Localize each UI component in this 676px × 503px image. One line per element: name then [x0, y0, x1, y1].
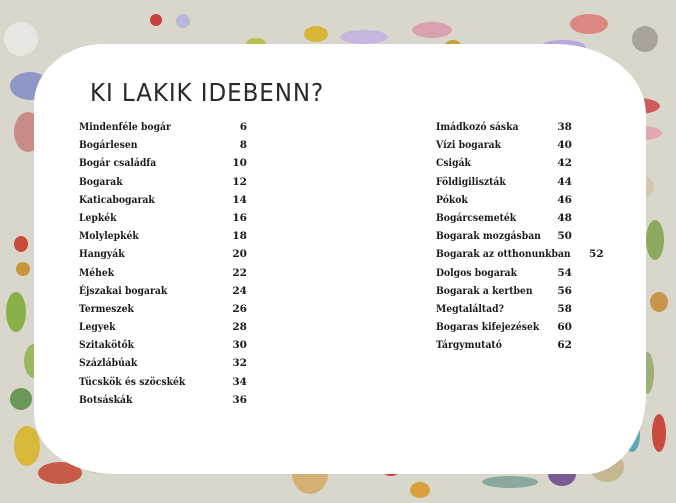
- toc-entry-page-number: 14: [232, 193, 247, 206]
- toc-entry-title: Szitakötők: [79, 339, 135, 352]
- toc-entry-title: Bogárcsemeték: [436, 211, 517, 224]
- toc-entry: [436, 173, 572, 191]
- worm-illustration: [482, 476, 538, 488]
- toc-entry-page-number: 8: [239, 139, 247, 152]
- bee-illustration: [16, 262, 30, 276]
- toc-entry: [79, 154, 247, 172]
- toc-entry-page-number: 6: [239, 121, 247, 133]
- toc-entry: [436, 136, 572, 154]
- toc-entry-title: Bogarak a kertben: [436, 284, 533, 297]
- toc-entry-page-number: 62: [557, 339, 572, 352]
- toc-entry-page-number: 48: [557, 211, 572, 224]
- toc-entry: [436, 282, 572, 300]
- toc-entry: [79, 300, 247, 318]
- toc-entry: [79, 336, 247, 354]
- toc-entry-title: Éjszakai bogarak: [79, 284, 168, 297]
- toc-entry-page-number: 30: [232, 339, 247, 352]
- toc-entry-title: Megtaláltad?: [436, 302, 504, 315]
- toc-entry: [79, 227, 247, 245]
- bee-illustration: [304, 26, 328, 42]
- toc-entry-title: Lepkék: [79, 211, 117, 224]
- toc-entry-page-number: 12: [232, 175, 247, 188]
- toc-entry-page-number: 32: [232, 357, 247, 370]
- ladybird-illustration: [652, 414, 666, 452]
- toc-column-left: [79, 118, 247, 409]
- toc-entry-title: Dolgos bogarak: [436, 266, 518, 279]
- page-title: KI LAKIK IDEBENN?: [90, 78, 325, 107]
- toc-entry-title: Imádkozó sáska: [436, 121, 519, 133]
- beetle-illustration: [650, 292, 668, 312]
- toc-entry-page-number: 52: [589, 248, 604, 261]
- toc-entry: [436, 209, 572, 227]
- toc-entry: [79, 373, 247, 391]
- toc-entry: [436, 300, 572, 318]
- toc-entry-title: Legyek: [79, 321, 116, 334]
- toc-entry: [436, 264, 572, 282]
- toc-entry: [436, 336, 572, 354]
- toc-entry: [79, 173, 247, 191]
- toc-entry-page-number: 58: [557, 302, 572, 315]
- toc-entry: [79, 282, 247, 300]
- toc-entry: [436, 191, 572, 209]
- caterpillar-illustration: [14, 426, 40, 466]
- toc-entry: [436, 227, 572, 245]
- toc-entry-page-number: 42: [557, 157, 572, 170]
- toc-entry-title: Bogaras kifejezések: [436, 321, 540, 334]
- toc-entry: [79, 136, 247, 154]
- toc-entry: [79, 318, 247, 336]
- toc-entry-title: Pókok: [436, 193, 468, 206]
- toc-entry-page-number: 28: [232, 321, 247, 334]
- toc-entry-page-number: 44: [557, 175, 572, 188]
- toc-entry-title: Százlábúak: [79, 357, 138, 370]
- butterfly-illustration: [570, 14, 608, 34]
- toc-entry-title: Földigiliszták: [436, 175, 506, 188]
- ladybird-illustration: [14, 236, 28, 252]
- toc-entry-page-number: 26: [232, 302, 247, 315]
- toc-entry: [79, 191, 247, 209]
- toc-entry-page-number: 16: [232, 211, 247, 224]
- toc-entry-title: Bogarak: [79, 175, 123, 188]
- toc-entry-page-number: 56: [557, 284, 572, 297]
- toc-entry: [79, 391, 247, 409]
- dragonfly-illustration: [412, 22, 452, 38]
- toc-entry: [436, 245, 604, 263]
- toc-entry-page-number: 18: [232, 230, 247, 243]
- toc-entry-page-number: 38: [557, 121, 572, 133]
- toc-entry-title: Botsáskák: [79, 393, 133, 406]
- caterpillar-illustration: [10, 388, 32, 410]
- toc-entry-page-number: 50: [557, 230, 572, 243]
- toc-entry: [79, 209, 247, 227]
- toc-entry: [79, 118, 247, 136]
- toc-entry-title: Csigák: [436, 157, 471, 170]
- beetle-illustration: [176, 14, 190, 28]
- toc-entry: [79, 264, 247, 282]
- spider-illustration: [632, 26, 658, 52]
- toc-entry: [79, 354, 247, 372]
- toc-entry-title: Bogarak mozgásban: [436, 230, 541, 243]
- toc-entry-page-number: 60: [557, 321, 572, 334]
- toc-entry: [436, 118, 572, 136]
- toc-column-right: [436, 118, 604, 354]
- ladybird-illustration: [150, 14, 162, 26]
- toc-entry-title: Vízi bogarak: [436, 139, 501, 152]
- moth-illustration: [4, 22, 38, 56]
- toc-entry-title: Méhek: [79, 266, 115, 279]
- mantis-illustration: [6, 292, 26, 332]
- toc-entry-page-number: 40: [557, 139, 572, 152]
- toc-entry-title: Molylepkék: [79, 230, 139, 243]
- toc-entry-title: Termeszek: [79, 302, 134, 315]
- dragonfly-illustration: [340, 30, 388, 44]
- toc-entry-title: Mindenféle bogár: [79, 121, 171, 133]
- toc-entry-page-number: 22: [232, 266, 247, 279]
- toc-entry-page-number: 20: [232, 248, 247, 261]
- toc-entry: [436, 154, 572, 172]
- toc-entry-title: Bogarak az otthonunkban: [436, 248, 571, 261]
- grasshopper-illustration: [646, 220, 664, 260]
- toc-entry: [79, 245, 247, 263]
- toc-entry-title: Bogárlesen: [79, 139, 138, 152]
- toc-entry-page-number: 10: [232, 157, 247, 170]
- toc-entry-title: Katicabogarak: [79, 193, 155, 206]
- ladybird-illustration: [410, 482, 430, 498]
- toc-entry-title: Tárgymutató: [436, 339, 502, 352]
- toc-entry-title: Hangyák: [79, 248, 125, 261]
- toc-entry-page-number: 36: [232, 393, 247, 406]
- toc-entry-title: Bogár családfa: [79, 157, 157, 170]
- toc-entry-page-number: 34: [232, 375, 247, 388]
- toc-entry-page-number: 46: [557, 193, 572, 206]
- toc-entry-title: Tücskök és szöcskék: [79, 375, 186, 388]
- toc-entry: [436, 318, 572, 336]
- toc-entry-page-number: 54: [557, 266, 572, 279]
- toc-entry-page-number: 24: [232, 284, 247, 297]
